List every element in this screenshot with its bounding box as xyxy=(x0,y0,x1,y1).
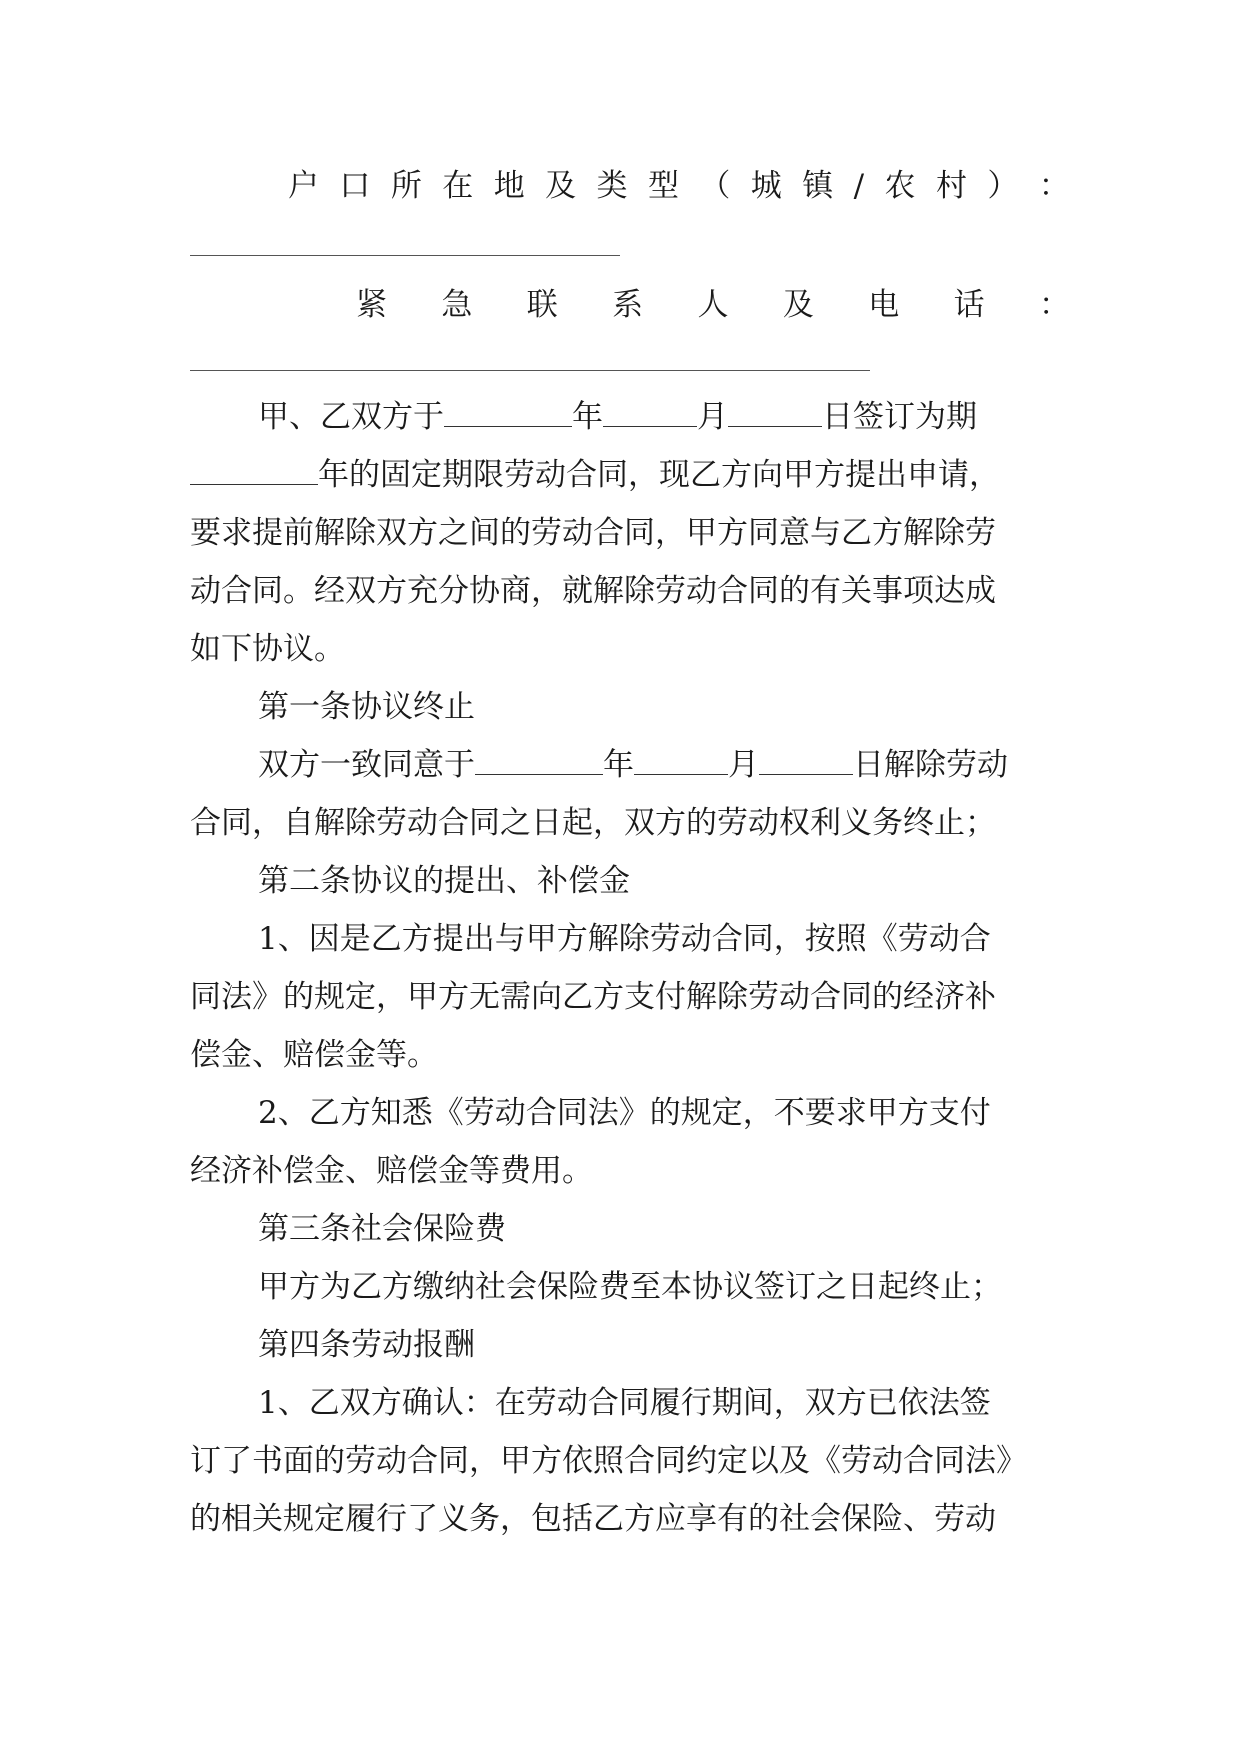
blank-end-day xyxy=(759,744,853,775)
article-1-suffix: 日解除劳动 xyxy=(853,747,1008,783)
article-2-item-1-line-2: 同法》的规定，甲方无需向乙方支付解除劳动合同的经济补 xyxy=(190,979,996,1015)
intro-line-2-text: 年的固定期限劳动合同，现乙方向甲方提出申请， xyxy=(318,457,1000,493)
emergency-contact-label xyxy=(356,283,1070,327)
intro-line-1 xyxy=(258,395,1070,439)
blank-end-month xyxy=(634,744,728,775)
blank-year xyxy=(444,396,572,427)
article-1-title: 第一条协议终止 xyxy=(258,689,475,725)
intro-line-4: 动合同。经双方充分协商，就解除劳动合同的有关事项达成 xyxy=(190,573,996,609)
article-2-item-1-line-1: 1、因是乙方提出与甲方解除劳动合同，按照《劳动合 xyxy=(258,921,991,957)
label-char: 及 xyxy=(782,287,814,323)
article-3-title: 第三条社会保险费 xyxy=(258,1211,506,1247)
label-char: / xyxy=(853,168,865,204)
article-4-item-1-line-1: 1、乙双方确认：在劳动合同履行期间，双方已依法签 xyxy=(258,1385,991,1421)
article-2-item-2-line-2: 经济补偿金、赔偿金等费用。 xyxy=(190,1153,593,1189)
intro-suffix: 日签订为期 xyxy=(822,399,977,435)
label-char: 人 xyxy=(697,287,729,323)
label-char: 型 xyxy=(647,168,679,204)
label-char: 口 xyxy=(339,168,371,204)
article-2-title: 第二条协议的提出、补偿金 xyxy=(258,863,630,899)
label-char: 镇 xyxy=(802,168,834,204)
intro-line-5: 如下协议。 xyxy=(190,631,345,667)
article-4-title: 第四条劳动报酬 xyxy=(258,1327,475,1363)
label-char: 联 xyxy=(526,287,558,323)
article-3-line-1: 甲方为乙方缴纳社会保险费至本协议签订之日起终止； xyxy=(258,1269,1002,1305)
label-end-year: 年 xyxy=(603,747,634,783)
blank-day xyxy=(728,396,822,427)
hukou-field-label xyxy=(288,164,1070,208)
emergency-contact-blank-line xyxy=(190,370,870,371)
article-4-item-1-line-2: 订了书面的劳动合同，甲方依照合同约定以及《劳动合同法》 xyxy=(190,1443,1027,1479)
label-char: 类 xyxy=(596,168,628,204)
label-char: 急 xyxy=(441,287,473,323)
blank-end-year xyxy=(475,744,603,775)
label-month: 月 xyxy=(697,399,728,435)
article-4-item-1-line-3: 的相关规定履行了义务，包括乙方应享有的社会保险、劳动 xyxy=(190,1501,996,1537)
label-char: 户 xyxy=(288,168,319,204)
label-char: 地 xyxy=(493,168,525,204)
label-end-month: 月 xyxy=(728,747,759,783)
label-year: 年 xyxy=(572,399,603,435)
label-char: 电 xyxy=(868,287,900,323)
label-char: 村 xyxy=(935,168,967,204)
hukou-blank-line xyxy=(190,255,620,256)
label-char: 在 xyxy=(442,168,474,204)
article-1-line-1 xyxy=(258,743,1070,787)
label-char: ） xyxy=(987,168,1019,204)
blank-term-years xyxy=(190,454,318,485)
article-1-prefix: 双方一致同意于 xyxy=(258,747,475,783)
label-char: 系 xyxy=(612,287,644,323)
label-char: ： xyxy=(1039,287,1070,323)
label-char: 紧 xyxy=(356,287,387,323)
label-char: （ xyxy=(699,168,731,204)
article-2-item-2-line-1: 2、乙方知悉《劳动合同法》的规定，不要求甲方支付 xyxy=(258,1095,991,1131)
label-char: 话 xyxy=(953,287,985,323)
intro-line-2 xyxy=(190,453,1070,497)
label-char: 所 xyxy=(390,168,422,204)
label-char: ： xyxy=(1038,168,1070,204)
blank-month xyxy=(603,396,697,427)
label-char: 及 xyxy=(545,168,577,204)
label-char: 农 xyxy=(884,168,916,204)
article-2-item-1-line-3: 偿金、赔偿金等。 xyxy=(190,1037,438,1073)
intro-line-3: 要求提前解除双方之间的劳动合同，甲方同意与乙方解除劳 xyxy=(190,515,996,551)
label-char: 城 xyxy=(750,168,782,204)
article-1-line-2: 合同，自解除劳动合同之日起，双方的劳动权利义务终止； xyxy=(190,805,996,841)
intro-prefix: 甲、乙双方于 xyxy=(258,399,444,435)
